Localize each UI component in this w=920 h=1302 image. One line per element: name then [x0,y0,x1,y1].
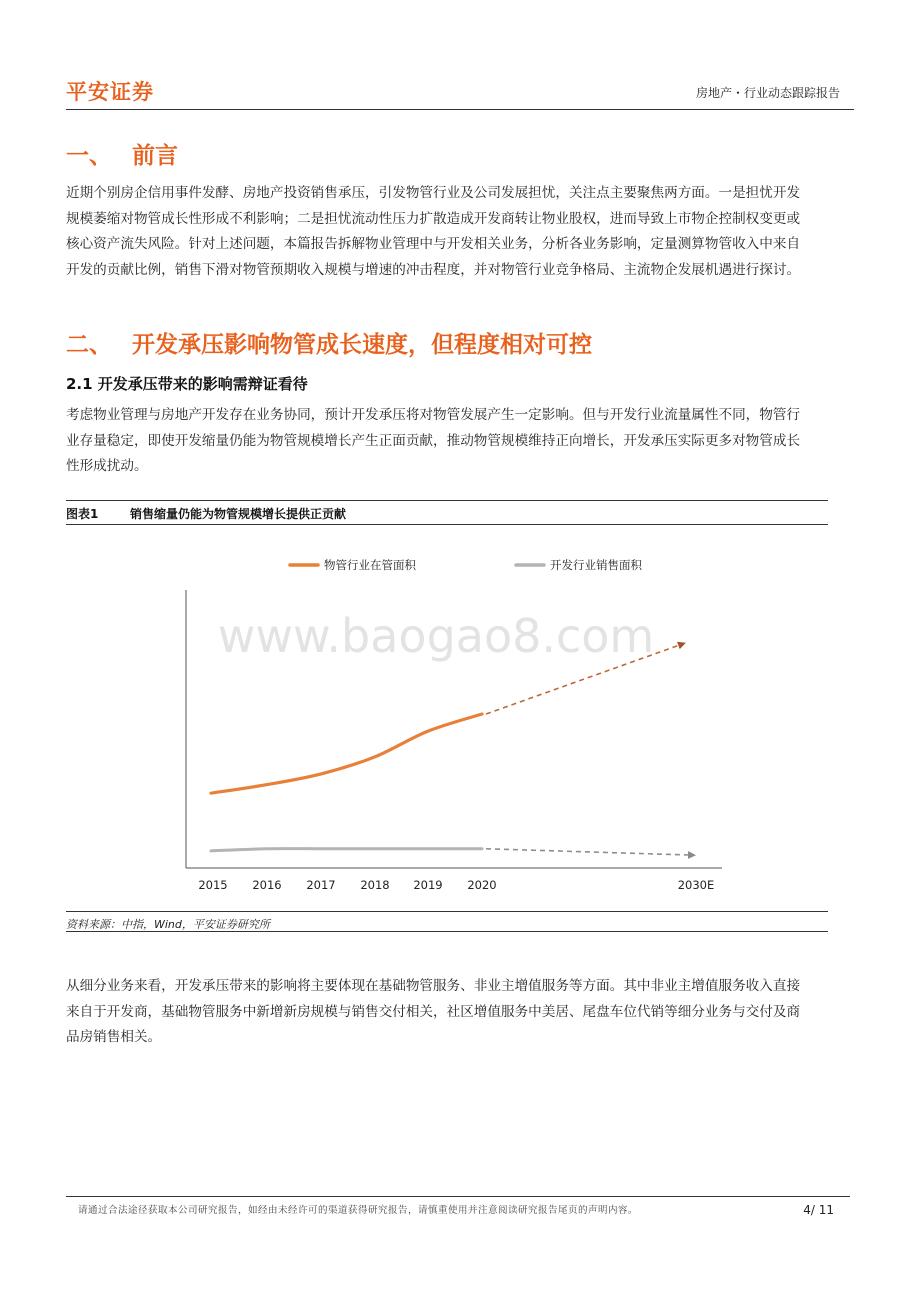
paragraph-line: 规模萎缩对物管成长性形成不利影响；二是担忧流动性压力扩散造成开发商转让物业股权，进而导致上市物企控制权变更或 [66,210,801,227]
footer-divider [66,1196,850,1197]
report-type: 房地产・行业动态跟踪报告 [695,86,840,100]
header-divider [66,109,854,110]
paragraph-line: 来自于开发商，基础物管服务中新增新房规模与销售交付相关，社区增值服务中美居、尾盘车位代销等细分业务与交付及商 [66,1003,801,1020]
page-number: 4/ 11 [803,1203,834,1217]
paragraph-line: 从细分业务来看，开发承压带来的影响将主要体现在基础物管服务、非业主增值服务等方面。其中非业主增值服务收入直接 [66,978,801,994]
chart-legend [290,558,642,572]
section-number: 一、 [66,143,112,169]
section-heading-2 [66,326,592,359]
paragraph-line: 近期个别房企信用事件发酵、房地产投资销售承压，引发物管行业及公司发展担忧，关注点主要聚焦两方面。一是担忧开发 [66,185,801,201]
line-chart [66,530,828,910]
figure-source: 资料来源：中指，Wind，平安证券研究所 [66,918,270,931]
figure-label: 图表1 [66,507,99,521]
x-tick-label: 2020 [467,878,497,892]
source-bottom-rule [66,931,828,932]
company-logo: 平安证券 [66,80,154,104]
projection-line [486,849,694,855]
figure-title [66,505,346,522]
series-line [211,849,482,851]
section-number: 二、 [66,332,112,358]
x-tick-label: 2015 [198,878,228,892]
section-heading-1 [66,137,178,170]
x-tick-label: 2030E [677,878,715,892]
subsection-heading: 2.1 开发承压带来的影响需辩证看待 [66,375,308,393]
footer-disclaimer: 请通过合法途径获取本公司研究报告，如经由未经许可的渠道获得研究报告，请慎重使用并注意阅读研究报告尾页的声明内容。 [78,1205,639,1216]
section-title: 前言 [132,143,178,169]
section2-paragraph [66,403,856,480]
figure-caption: 销售缩量仍能为物管规模增长提供正贡献 [130,507,347,521]
chart-series [211,643,694,855]
paragraph-line: 开发的贡献比例，销售下滑对物管预期收入规模与增速的冲击程度，并对物管行业竞争格局、主流物企发展机遇进行探讨。 [66,261,801,278]
section1-paragraph [66,181,856,283]
watermark: www.baogao8.com [217,609,655,663]
paragraph-line: 性形成扰动。 [66,458,148,474]
x-tick-label: 2018 [360,878,390,892]
legend-label: 物管行业在管面积 [324,558,416,572]
figure-bottom-rule [66,911,828,912]
series-line [211,714,482,793]
figure-top-rule [66,500,828,501]
paragraph-line: 品房销售相关。 [66,1029,162,1045]
paragraph-line: 考虑物业管理与房地产开发存在业务协同，预计开发承压将对物管发展产生一定影响。但与开发行业流量属性不同，物管行 [66,407,801,423]
x-tick-label: 2019 [413,878,443,892]
x-tick-label: 2016 [252,878,282,892]
section3-paragraph [66,974,856,1051]
paragraph-line: 核心资产流失风险。针对上述问题，本篇报告拆解物业管理中与开发相关业务，分析各业务影响，定量测算物管收入中来自 [66,236,801,252]
paragraph-line: 业存量稳定，即使开发缩量仍能为物管规模增长产生正面贡献，推动物管规模维持正向增长，开发承压实际更多对物管成长 [66,432,801,449]
x-axis-ticks [198,878,714,892]
figure-title-rule [66,524,828,525]
section-title: 开发承压影响物管成长速度，但程度相对可控 [132,332,592,358]
legend-label: 开发行业销售面积 [550,558,642,572]
x-tick-label: 2017 [306,878,336,892]
